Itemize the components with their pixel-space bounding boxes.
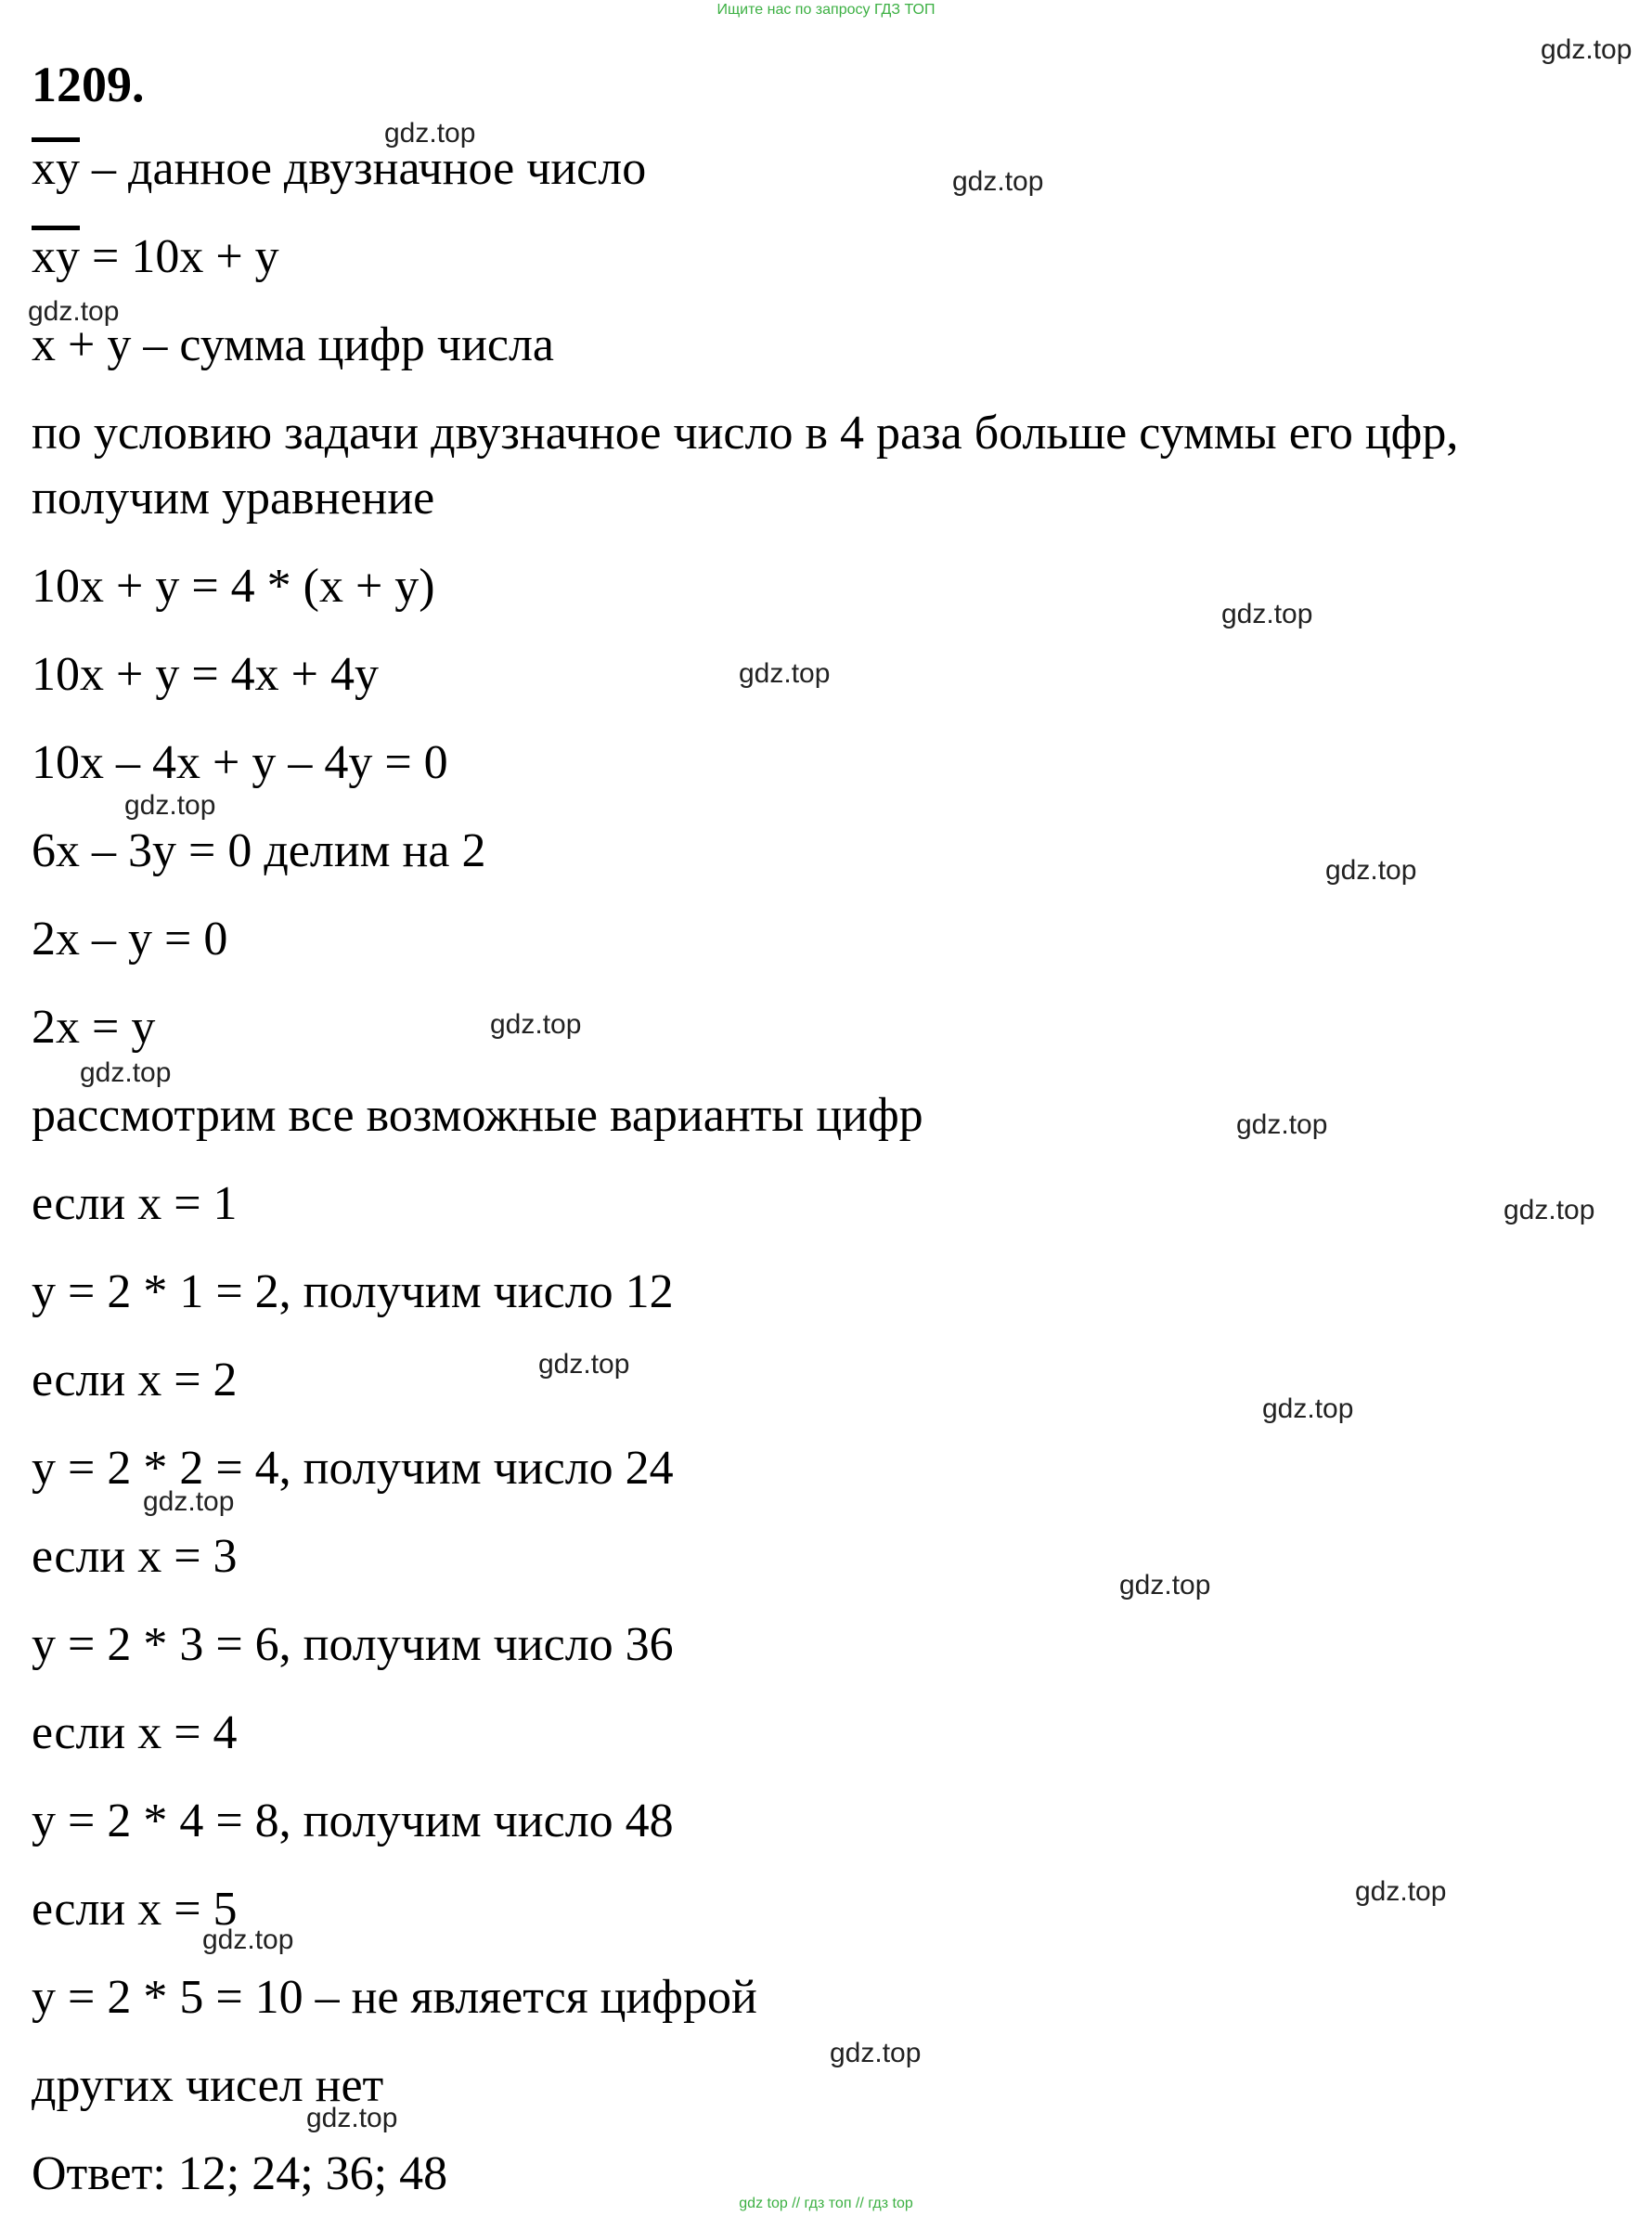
solution-line: 2x = y [32,1001,156,1054]
watermark: gdz.top [143,1486,235,1517]
watermark: gdz.top [80,1057,172,1088]
solution-line: y = 2 * 1 = 2, получим число 12 [32,1265,674,1318]
solution-line: 10x – 4x + y – 4y = 0 [32,736,448,789]
problem-number: 1209. [32,57,145,112]
watermark: gdz.top [124,790,216,821]
top-banner: Ищите нас по запросу ГДЗ ТОП [716,2,936,18]
watermark: gdz.top [952,166,1044,197]
solution-line: если x = 1 [32,1177,238,1230]
solution-line: если x = 4 [32,1706,238,1759]
solution-line: если x = 5 [32,1883,238,1936]
watermark: gdz.top [1236,1109,1328,1140]
solution-line: если x = 2 [32,1354,238,1406]
watermark: gdz.top [538,1349,630,1380]
solution-line: получим уравнение [32,472,435,525]
line-text: – данное двузначное число [80,142,647,195]
watermark: gdz.top [1504,1195,1595,1225]
watermark: gdz.top [1355,1876,1447,1907]
solution-line: 6x – 3y = 0 делим на 2 [32,824,486,877]
solution-line: y = 2 * 2 = 4, получим число 24 [32,1442,674,1495]
solution-line: 10x + y = 4x + 4y [32,648,379,701]
watermark: gdz.top [830,2038,922,2068]
overline-xy: $\overline{xy}$ [32,230,80,283]
solution-line: y = 2 * 5 = 10 – не является цифрой [32,1971,757,2024]
solution-line: по условию задачи двузначное число в 4 раза больше суммы его цфр, [32,407,1459,460]
solution-line [32,225,279,290]
watermark: gdz.top [384,118,476,149]
watermark: gdz.top [1119,1570,1211,1600]
overline-xy: $\overline{xy}$ [32,142,80,195]
solution-line: 10x + y = 4 * (x + y) [32,560,435,613]
solution-line: y = 2 * 4 = 8, получим число 48 [32,1795,674,1847]
solution-line: y = 2 * 3 = 6, получим число 36 [32,1618,674,1671]
answer-line: Ответ: 12; 24; 36; 48 [32,2147,448,2200]
line-text: = 10x + y [80,230,279,283]
watermark: gdz.top [306,2103,398,2133]
solution-line: других чисел нет [32,2059,384,2112]
watermark: gdz.top [1221,599,1313,629]
footer: gdz top // гдз топ // гдз top [739,2196,913,2211]
watermark: gdz.top [28,296,120,327]
watermark: gdz.top [1541,34,1633,65]
watermark: gdz.top [490,1009,582,1040]
watermark: gdz.top [202,1924,294,1955]
watermark: gdz.top [1262,1393,1354,1424]
watermark: gdz.top [739,658,831,689]
solution-line: 2x – y = 0 [32,913,228,965]
solution-line: x + y – сумма цифр числа [32,318,555,371]
watermark: gdz.top [1325,855,1417,886]
solution-line [32,136,646,201]
solution-line: если x = 3 [32,1530,238,1583]
solution-line: рассмотрим все возможные варианты цифр [32,1089,923,1142]
